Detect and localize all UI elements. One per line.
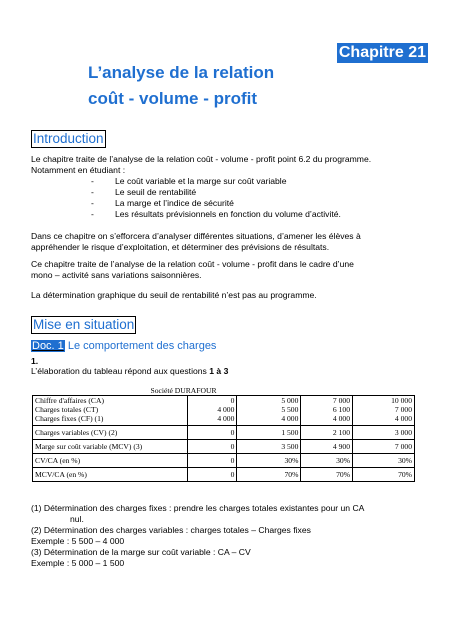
table-cell: 0 xyxy=(187,454,237,468)
intro-p3-line-2: mono – activité sans variations saisonnières. xyxy=(31,270,202,280)
note-1-cont: nul. xyxy=(70,514,84,524)
table-cell: 30% xyxy=(301,454,353,468)
table-cell: 70% xyxy=(353,468,415,482)
intro-p3-line-1: Ce chapitre traite de l’analyse de la relation coût - volume - profit dans le cadre d’une xyxy=(31,259,354,269)
doc-heading xyxy=(31,340,216,353)
table-cell: 4 000 xyxy=(353,414,415,426)
notes-block xyxy=(31,503,421,569)
table-cell: 0 xyxy=(187,440,237,454)
table-company: Société DURAFOUR xyxy=(150,386,217,395)
intro-paragraph-3 xyxy=(31,259,421,281)
list-item: - Le seuil de rentabilité xyxy=(91,187,421,198)
table-cell: Charges totales (CT) xyxy=(33,405,188,414)
title-line-2: coût - volume - profit xyxy=(88,89,258,108)
table-cell: 3 000 xyxy=(353,426,415,440)
table-cell: 0 xyxy=(187,396,237,406)
table-cell: 4 000 xyxy=(187,405,237,414)
intro-p2-line-2: appréhender le risque d’exploitation, et déterminer des prévisions de résultats. xyxy=(31,242,330,252)
table-cell: 7 000 xyxy=(353,440,415,454)
table-cell: MCV/CA (en %) xyxy=(33,468,188,482)
intro-list xyxy=(31,176,421,220)
intro-p2-line-1: Dans ce chapitre on s’efforcera d’analyser différentes situations, d’amener les élèves à xyxy=(31,231,361,241)
intro-p1-line-2: Notamment en étudiant : xyxy=(31,165,126,175)
table-cell: 30% xyxy=(353,454,415,468)
chapter-label: Chapitre 21 xyxy=(338,44,426,61)
table-row xyxy=(33,454,415,468)
doc-title: Le comportement des charges xyxy=(64,340,217,352)
intro-paragraph-2 xyxy=(31,231,421,253)
table-cell: 6 100 xyxy=(301,405,353,414)
table-cell: 2 100 xyxy=(301,426,353,440)
table-cell: 7 000 xyxy=(353,405,415,414)
table-cell: 10 000 xyxy=(353,396,415,406)
note-2: (2) Détermination des charges variables : charges totales – Charges fixes xyxy=(31,525,311,535)
table-lead-bold: 1 à 3 xyxy=(209,366,229,376)
table-cell: Marge sur coût variable (MCV) (3) xyxy=(33,440,188,454)
table-lead-text: L’élaboration du tableau répond aux questions xyxy=(31,366,210,376)
note-3: (3) Détermination de la marge sur coût variable : CA – CV xyxy=(31,547,251,557)
page-title xyxy=(88,60,274,112)
list-item: - Les résultats prévisionnels en fonction du volume d’activité. xyxy=(91,209,421,220)
table-cell: CV/CA (en %) xyxy=(33,454,188,468)
table-row xyxy=(33,468,415,482)
table-cell: 70% xyxy=(237,468,301,482)
table-cell: 30% xyxy=(237,454,301,468)
table-cell: 1 500 xyxy=(237,426,301,440)
table-cell: 4 000 xyxy=(237,414,301,426)
section-heading-introduction: Introduction xyxy=(33,131,104,146)
table-title-row xyxy=(33,386,415,396)
charges-table xyxy=(32,386,415,482)
table-cell: 5 500 xyxy=(237,405,301,414)
intro-paragraph-1 xyxy=(31,154,421,176)
intro-paragraph-4: La détermination graphique du seuil de rentabilité n’est pas au programme. xyxy=(31,290,317,300)
table-cell: 0 xyxy=(187,426,237,440)
table-row xyxy=(33,440,415,454)
table-row xyxy=(33,426,415,440)
table-cell: Charges variables (CV) (2) xyxy=(33,426,188,440)
table-cell: 4 000 xyxy=(187,414,237,426)
table-cell: 4 900 xyxy=(301,440,353,454)
table-cell: 3 500 xyxy=(237,440,301,454)
example-1: Exemple : 5 500 – 4 000 xyxy=(31,536,125,546)
table-cell: Charges fixes (CF) (1) xyxy=(33,414,188,426)
table-cell: 4 000 xyxy=(301,414,353,426)
table-row xyxy=(33,414,415,426)
table-row xyxy=(33,396,415,406)
intro-p1-line-1: Le chapitre traite de l’analyse de la relation coût - volume - profit point 6.2 du programme. xyxy=(31,154,372,164)
table-row xyxy=(33,405,415,414)
table-cell: 7 000 xyxy=(301,396,353,406)
note-1: (1) Détermination des charges fixes : prendre les charges totales existantes pour un CA xyxy=(31,503,365,513)
table-cell: Chiffre d'affaires (CA) xyxy=(33,396,188,406)
section-heading-situation: Mise en situation xyxy=(33,317,135,332)
title-line-1: L’analyse de la relation xyxy=(88,63,275,82)
table-cell: 70% xyxy=(301,468,353,482)
example-2: Exemple : 5 000 – 1 500 xyxy=(31,558,125,568)
question-number: 1. xyxy=(31,356,39,366)
table-lead xyxy=(31,366,421,377)
list-item: - Le coût variable et la marge sur coût variable xyxy=(91,176,421,187)
table-cell: 0 xyxy=(187,468,237,482)
doc-tag: Doc. 1 xyxy=(32,340,64,352)
table-cell: 5 000 xyxy=(237,396,301,406)
list-item: - La marge et l’indice de sécurité xyxy=(91,198,421,209)
